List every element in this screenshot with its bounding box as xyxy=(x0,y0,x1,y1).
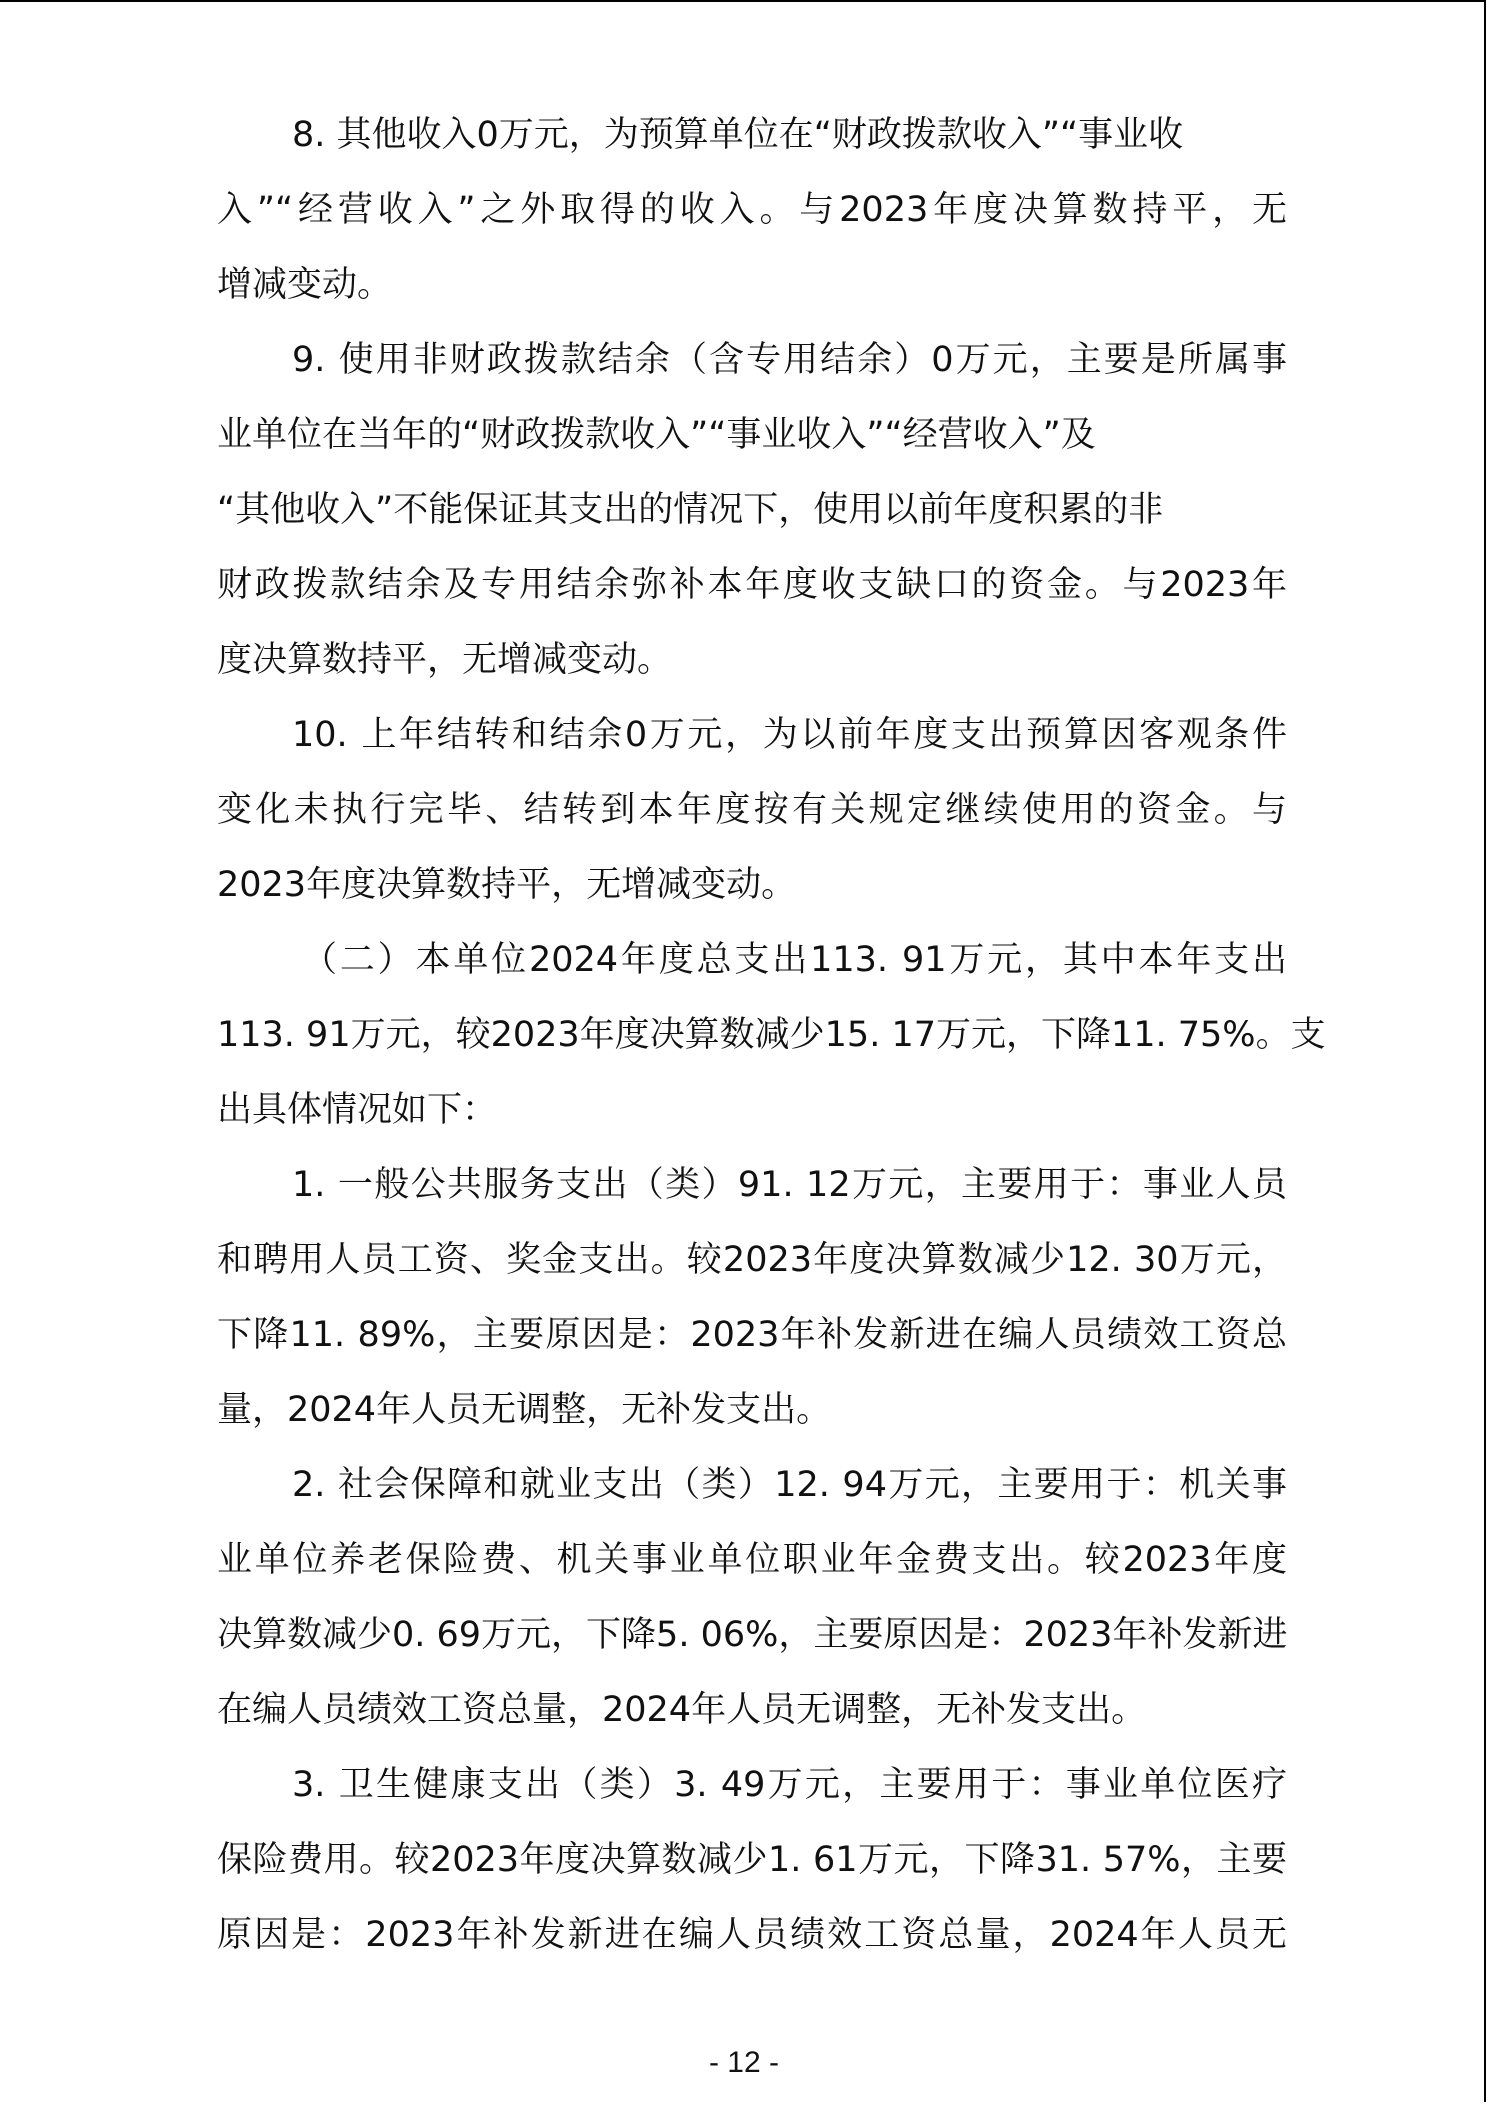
p8-line-3: 增减变动。 xyxy=(217,265,393,305)
page-number: - 12 - xyxy=(708,2046,780,2079)
body-text xyxy=(217,98,1326,1973)
e1-line-3: 下降11. 89%，主要原因是：2023年补发新进在编人员绩效工资总 xyxy=(217,1315,1287,1355)
e1-line-1: 1. 一般公共服务支出（类）91. 12万元，主要用于：事业人员 xyxy=(292,1165,1287,1205)
e3-line-3: 原因是：2023年补发新进在编人员绩效工资总量，2024年人员无 xyxy=(217,1915,1287,1955)
e2-line-1: 2. 社会保障和就业支出（类）12. 94万元，主要用于：机关事 xyxy=(292,1465,1287,1505)
e1-line-4: 量，2024年人员无调整，无补发支出。 xyxy=(217,1390,832,1430)
p9-line-4: 财政拨款结余及专用结余弥补本年度收支缺口的资金。与2023年 xyxy=(217,565,1287,605)
p8-line-1: 8. 其他收入0万元，为预算单位在“财政拨款收入”“事业收 xyxy=(292,115,1184,155)
p9-line-2: 业单位在当年的“财政拨款收入”“事业收入”“经营收入”及 xyxy=(217,415,1096,455)
p9-line-1: 9. 使用非财政拨款结余（含专用结余）0万元，主要是所属事 xyxy=(292,340,1287,380)
p9-line-5: 度决算数持平，无增减变动。 xyxy=(217,640,673,680)
p10-line-1: 10. 上年结转和结余0万元，为以前年度支出预算因客观条件 xyxy=(292,715,1287,755)
e2-line-4: 在编人员绩效工资总量，2024年人员无调整，无补发支出。 xyxy=(217,1690,1147,1730)
e3-line-2: 保险费用。较2023年度决算数减少1. 61万元，下降31. 57%，主要 xyxy=(217,1840,1287,1880)
p8-line-2: 入”“经营收入”之外取得的收入。与2023年度决算数持平，无 xyxy=(217,190,1287,230)
p10-line-3: 2023年度决算数持平，无增减变动。 xyxy=(217,865,797,905)
e2-line-3: 决算数减少0. 69万元，下降5. 06%，主要原因是：2023年补发新进 xyxy=(217,1615,1288,1655)
e3-line-1: 3. 卫生健康支出（类）3. 49万元，主要用于：事业单位医疗 xyxy=(292,1765,1287,1805)
section2-line-3: 出具体情况如下： xyxy=(217,1090,498,1130)
section2-line-1: （二）本单位2024年度总支出113. 91万元，其中本年支出 xyxy=(302,940,1287,980)
e1-line-2: 和聘用人员工资、奖金支出。较2023年度决算数减少12. 30万元， xyxy=(217,1240,1287,1280)
section2-line-2: 113. 91万元，较2023年度决算数减少15. 17万元，下降11. 75%。支 xyxy=(217,1015,1326,1055)
p9-line-3: “其他收入”不能保证其支出的情况下，使用以前年度积累的非 xyxy=(217,490,1164,530)
p10-line-2: 变化未执行完毕、结转到本年度按有关规定继续使用的资金。与 xyxy=(217,790,1287,830)
e2-line-2: 业单位养老保险费、机关事业单位职业年金费支出。较2023年度 xyxy=(217,1540,1287,1580)
